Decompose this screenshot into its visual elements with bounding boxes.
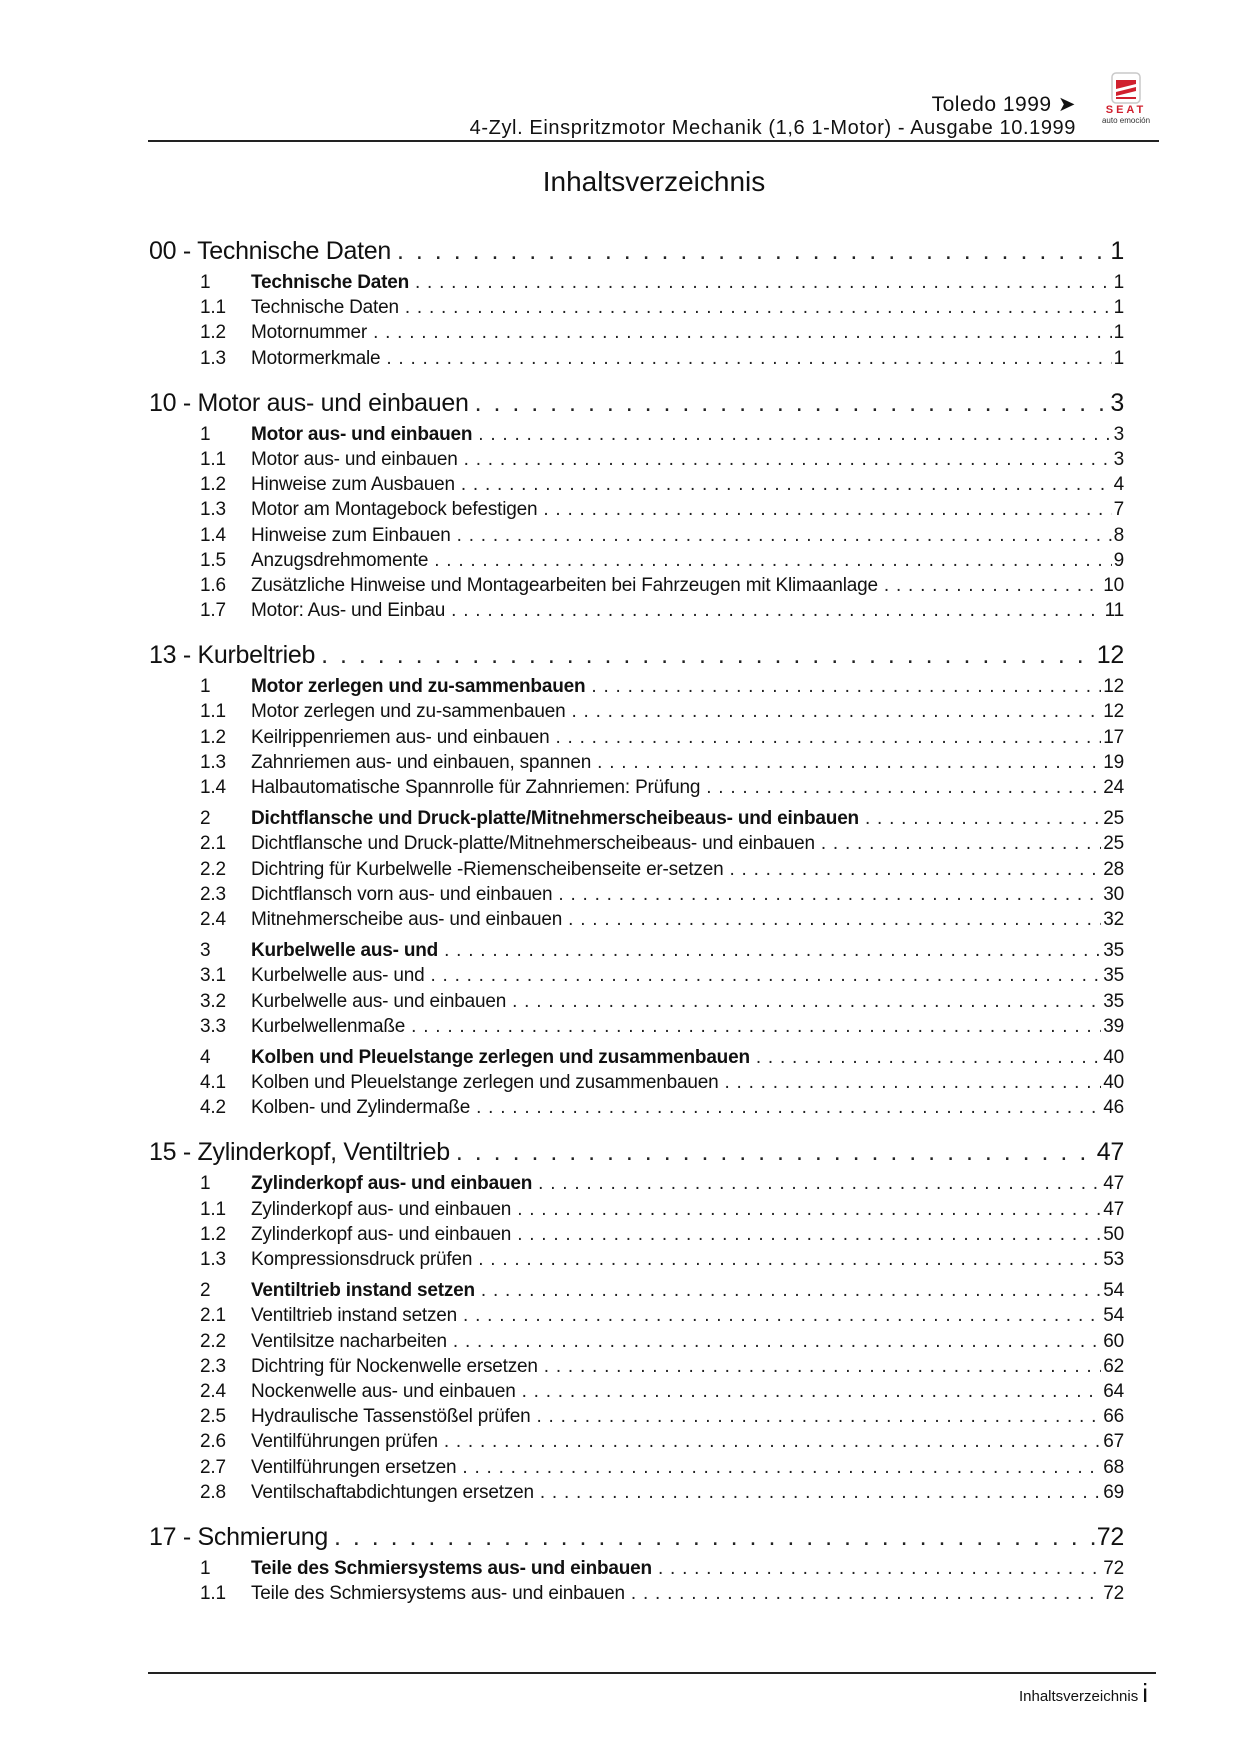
entry-page: 9	[1113, 549, 1124, 571]
entry-page: 47	[1103, 1173, 1124, 1195]
toc-entry[interactable]	[149, 497, 1124, 522]
toc-entry[interactable]	[149, 1222, 1124, 1247]
entry-title: Mitnehmerscheibe aus- und einbauen	[251, 908, 563, 930]
toc-entry[interactable]	[149, 1303, 1124, 1328]
toc-entry[interactable]	[149, 1197, 1124, 1222]
entry-page: 1	[1113, 297, 1124, 319]
entry-title: Motor: Aus- und Einbau	[251, 600, 446, 622]
dot-leader	[631, 1581, 1101, 1606]
toc-entry[interactable]	[149, 750, 1124, 775]
entry-title: Hydraulische Tassenstößel prüfen	[251, 1406, 531, 1428]
entry-title: Halbautomatische Spannrolle für Zahnriemen: Prüfung	[251, 777, 701, 798]
toc-section[interactable]	[149, 938, 1124, 963]
entry-number: 3.2	[200, 990, 226, 1012]
dot-leader	[478, 1247, 1101, 1272]
toc-entry[interactable]	[149, 447, 1124, 472]
entry-page: 12	[1103, 676, 1124, 698]
entry-number: 1	[200, 423, 211, 445]
dot-leader	[481, 1278, 1101, 1303]
dot-leader	[457, 523, 1112, 548]
dot-leader	[658, 1556, 1101, 1581]
footer-section: Inhaltsverzeichnis	[1018, 1688, 1139, 1705]
header-rule	[148, 140, 1159, 142]
entry-page: 11	[1104, 600, 1124, 622]
entry-number: 1.2	[200, 474, 226, 496]
entry-page: 1	[1113, 347, 1124, 369]
entry-page: 39	[1103, 1015, 1124, 1037]
dot-leader	[476, 1095, 1101, 1120]
dot-leader	[756, 1045, 1101, 1070]
entry-number: 1.2	[200, 726, 226, 748]
entry-page: 7	[1113, 499, 1124, 521]
entry-page: 4	[1113, 474, 1124, 496]
header-subtitle: 4-Zyl. Einspritzmotor Mechanik (1,6 1-Motor) - Ausgabe 10.1999	[469, 117, 1076, 139]
entry-title: Ventiltrieb instand setzen	[251, 1280, 475, 1302]
dot-leader	[386, 346, 1111, 371]
dot-leader	[405, 295, 1112, 320]
dot-leader	[321, 640, 1095, 670]
entry-page: 53	[1103, 1249, 1124, 1270]
entry-title: 10 - Motor aus- und einbauen	[149, 388, 469, 417]
entry-number: 1	[200, 1557, 211, 1579]
entry-number: 4.2	[200, 1097, 226, 1119]
toc-entry[interactable]	[149, 1581, 1124, 1606]
entry-page: 67	[1103, 1431, 1124, 1453]
entry-title: Kolben- und Zylindermaße	[251, 1097, 471, 1119]
dot-leader	[461, 472, 1112, 497]
toc-entry[interactable]	[149, 1404, 1124, 1429]
toc-chapter[interactable]	[149, 640, 1124, 670]
entry-number: 1.1	[200, 1198, 226, 1220]
dot-leader	[517, 1222, 1101, 1247]
entry-page: 40	[1103, 1072, 1124, 1094]
entry-number: 1.1	[200, 448, 226, 470]
toc-entry[interactable]	[149, 831, 1124, 856]
entry-page: 40	[1103, 1046, 1124, 1068]
toc-entry[interactable]	[149, 1014, 1124, 1039]
dot-leader	[478, 422, 1111, 447]
toc-entry[interactable]	[149, 857, 1124, 882]
entry-title: Technische Daten	[251, 272, 409, 293]
entry-page: 69	[1103, 1481, 1124, 1503]
entry-title: Dichtring für Nockenwelle ersetzen	[251, 1355, 538, 1377]
dot-leader	[456, 1137, 1095, 1167]
entry-number: 3.3	[200, 1015, 226, 1037]
entry-page: 1	[1113, 322, 1124, 344]
entry-page: 68	[1103, 1456, 1124, 1478]
entry-number: 4.1	[200, 1072, 226, 1094]
toc-section[interactable]	[149, 806, 1124, 831]
dot-leader	[411, 1014, 1101, 1039]
toc-entry[interactable]	[149, 963, 1124, 988]
entry-page: 3	[1113, 423, 1124, 445]
toc-entry[interactable]	[149, 907, 1124, 932]
entry-title: Dichtring für Kurbelwelle -Riemenscheibenseite er-setzen	[251, 858, 724, 880]
entry-page: 1	[1113, 272, 1124, 293]
toc-entry[interactable]	[149, 1354, 1124, 1379]
dot-leader	[512, 989, 1101, 1014]
entry-number: 1.2	[200, 1223, 226, 1245]
entry-number: 1.3	[200, 499, 226, 521]
toc-entry[interactable]	[149, 548, 1124, 573]
entry-number: 2.3	[200, 1355, 226, 1377]
toc-section[interactable]	[149, 422, 1124, 447]
entry-number: 3.1	[200, 965, 226, 987]
entry-title: Zylinderkopf aus- und einbauen	[251, 1173, 533, 1195]
dot-leader	[568, 907, 1101, 932]
toc-entry[interactable]	[149, 775, 1124, 800]
entry-title: Ventilführungen prüfen	[251, 1431, 438, 1453]
entry-page: 46	[1103, 1097, 1124, 1119]
entry-page: 35	[1103, 990, 1124, 1012]
entry-title: Kolben und Pleuelstange zerlegen und zusammenbauen	[251, 1072, 719, 1094]
dot-leader	[597, 750, 1101, 775]
entry-number: 1.1	[200, 297, 226, 319]
dot-leader	[724, 1070, 1101, 1095]
toc-section[interactable]	[149, 270, 1124, 295]
dot-leader	[865, 806, 1101, 831]
entry-page: 60	[1103, 1330, 1124, 1352]
entry-page: 8	[1113, 524, 1124, 546]
entry-page: 54	[1103, 1305, 1124, 1327]
dot-leader	[543, 497, 1111, 522]
entry-page: 72	[1096, 1522, 1124, 1551]
toc-section[interactable]	[149, 1278, 1124, 1303]
entry-title: Kurbelwellenmaße	[251, 1015, 406, 1037]
dot-leader	[397, 236, 1108, 266]
entry-number: 1	[200, 272, 211, 293]
entry-number: 1	[200, 1173, 211, 1195]
entry-number: 2.2	[200, 1330, 226, 1352]
dot-leader	[430, 963, 1101, 988]
entry-number: 2.3	[200, 883, 226, 905]
entry-number: 2	[200, 1280, 211, 1302]
entry-page: 47	[1103, 1198, 1124, 1220]
entry-page: 35	[1103, 940, 1124, 962]
entry-title: Zahnriemen aus- und einbauen, spannen	[251, 751, 592, 773]
toc-entry[interactable]	[149, 882, 1124, 907]
toc-chapter[interactable]	[149, 236, 1124, 266]
page-footer	[1018, 1678, 1148, 1708]
entry-number: 1.3	[200, 347, 226, 369]
entry-page: 47	[1096, 1138, 1124, 1167]
toc-entry[interactable]	[149, 1070, 1124, 1095]
dot-leader	[884, 573, 1101, 598]
toc-entry[interactable]	[149, 1329, 1124, 1354]
toc-entry[interactable]	[149, 989, 1124, 1014]
dot-leader	[451, 598, 1103, 623]
entry-number: 1.7	[200, 600, 226, 622]
page-title: Inhaltsverzeichnis	[542, 166, 766, 197]
entry-title: Kurbelwelle aus- und	[251, 965, 425, 987]
entry-title: Motormerkmale	[251, 347, 381, 369]
entry-number: 2.1	[200, 833, 226, 855]
toc-entry[interactable]	[149, 725, 1124, 750]
entry-number: 2.4	[200, 1380, 226, 1402]
entry-page: 72	[1103, 1583, 1124, 1605]
dot-leader	[544, 1354, 1101, 1379]
toc-entry[interactable]	[149, 1455, 1124, 1480]
toc-entry[interactable]	[149, 523, 1124, 548]
entry-number: 3	[200, 940, 211, 962]
entry-page: 64	[1103, 1380, 1124, 1402]
entry-title: Keilrippenriemen aus- und einbauen	[251, 726, 550, 748]
entry-page: 28	[1103, 858, 1124, 880]
entry-page: 25	[1103, 808, 1124, 830]
toc-entry[interactable]	[149, 598, 1124, 623]
entry-title: Hinweise zum Ausbauen	[251, 474, 455, 496]
entry-title: Ventilsitze nacharbeiten	[251, 1330, 447, 1352]
dot-leader	[522, 1379, 1102, 1404]
entry-title: Zusätzliche Hinweise und Montagearbeiten bei Fahrzeugen mit Klimaanlage	[251, 574, 878, 596]
entry-page: 19	[1103, 751, 1124, 773]
dot-leader	[821, 831, 1101, 856]
toc-chapter[interactable]	[149, 1137, 1124, 1167]
entry-title: Motornummer	[251, 322, 368, 344]
entry-number: 1.3	[200, 751, 226, 773]
dot-leader	[555, 725, 1101, 750]
entry-number: 2.2	[200, 858, 226, 880]
entry-title: Dichtflansche und Druck-platte/Mitnehmerscheibeaus- und einbauen	[251, 808, 859, 830]
entry-page: 12	[1096, 641, 1124, 670]
toc-section[interactable]	[149, 674, 1124, 699]
toc-entry[interactable]	[149, 573, 1124, 598]
entry-page: 24	[1103, 777, 1124, 798]
toc-entry[interactable]	[149, 472, 1124, 497]
entry-title: 13 - Kurbeltrieb	[149, 641, 316, 670]
entry-title: Motor zerlegen und zu-sammenbauen	[251, 676, 586, 698]
entry-title: Hinweise zum Einbauen	[251, 524, 451, 546]
dot-leader	[475, 388, 1109, 418]
dot-leader	[453, 1329, 1101, 1354]
entry-number: 1.1	[200, 1583, 226, 1605]
entry-title: 00 - Technische Daten	[149, 237, 392, 265]
entry-title: Kolben und Pleuelstange zerlegen und zusammenbauen	[251, 1046, 750, 1068]
toc-entry[interactable]	[149, 1379, 1124, 1404]
entry-number: 2.7	[200, 1456, 226, 1478]
dot-leader	[729, 857, 1101, 882]
toc-section[interactable]	[149, 1171, 1124, 1196]
dot-leader	[444, 1429, 1101, 1454]
entry-number: 1.6	[200, 574, 226, 596]
entry-page: 72	[1103, 1557, 1124, 1579]
dot-leader	[517, 1197, 1101, 1222]
entry-title: Motor aus- und einbauen	[251, 423, 473, 445]
entry-page: 62	[1103, 1355, 1124, 1377]
footer-rule	[148, 1672, 1156, 1674]
dot-leader	[464, 447, 1112, 472]
toc-chapter[interactable]	[149, 1522, 1124, 1552]
dot-leader	[415, 270, 1112, 295]
entry-page: 25	[1103, 833, 1124, 855]
entry-title: Ventiltrieb instand setzen	[251, 1305, 458, 1327]
entry-number: 2.1	[200, 1305, 226, 1327]
entry-title: Motor aus- und einbauen	[251, 448, 458, 470]
dot-leader	[571, 699, 1101, 724]
header-model: Toledo 1999 ➤	[931, 93, 1076, 116]
entry-page: 3	[1110, 388, 1124, 417]
dot-leader	[706, 775, 1101, 800]
toc-entry[interactable]	[149, 346, 1124, 371]
entry-number: 2.6	[200, 1431, 226, 1453]
entry-number: 2.4	[200, 908, 226, 930]
entry-title: Zylinderkopf aus- und einbauen	[251, 1198, 512, 1220]
toc-entry[interactable]	[149, 320, 1124, 345]
table-of-contents	[149, 236, 1124, 1606]
entry-title: Ventilführungen ersetzen	[251, 1456, 457, 1478]
entry-title: Dichtflansche und Druck-platte/Mitnehmerscheibeaus- und einbauen	[251, 833, 815, 855]
entry-number: 1.4	[200, 777, 226, 798]
dot-leader	[538, 1171, 1101, 1196]
entry-page: 12	[1103, 701, 1124, 723]
toc-section[interactable]	[149, 1045, 1124, 1070]
dot-leader	[334, 1522, 1095, 1552]
entry-title: Nockenwelle aus- und einbauen	[251, 1380, 516, 1402]
toc-entry[interactable]	[149, 295, 1124, 320]
entry-title: Ventilschaftabdichtungen ersetzen	[251, 1481, 534, 1503]
toc-entry[interactable]	[149, 1095, 1124, 1120]
logo-brand: SEAT	[1105, 104, 1147, 116]
seat-emblem-icon	[1110, 72, 1142, 104]
entry-number: 1.3	[200, 1249, 226, 1270]
entry-title: 15 - Zylinderkopf, Ventiltrieb	[149, 1138, 450, 1167]
logo-tagline: auto emoción	[1101, 116, 1151, 125]
dot-leader	[462, 1455, 1101, 1480]
entry-title: Kurbelwelle aus- und einbauen	[251, 990, 507, 1012]
entry-title: Teile des Schmiersystems aus- und einbauen	[251, 1557, 652, 1579]
entry-title: Teile des Schmiersystems aus- und einbauen	[251, 1583, 625, 1605]
entry-number: 2	[200, 808, 211, 830]
seat-logo	[1090, 72, 1162, 126]
toc-chapter[interactable]	[149, 388, 1124, 418]
entry-title: Motor zerlegen und zu-sammenbauen	[251, 701, 566, 723]
entry-page: 50	[1103, 1223, 1124, 1245]
entry-number: 1	[200, 676, 211, 698]
entry-title: Technische Daten	[251, 297, 399, 319]
footer-page-number: i	[1142, 1678, 1148, 1708]
entry-page: 30	[1103, 883, 1124, 905]
dot-leader	[591, 674, 1101, 699]
dot-leader	[373, 320, 1112, 345]
entry-number: 1.1	[200, 701, 226, 723]
entry-page: 32	[1103, 908, 1124, 930]
toc-entry[interactable]	[149, 1429, 1124, 1454]
entry-page: 17	[1103, 726, 1124, 748]
entry-title: Dichtflansch vorn aus- und einbauen	[251, 883, 553, 905]
entry-page: 66	[1103, 1406, 1124, 1428]
entry-number: 1.2	[200, 322, 226, 344]
entry-number: 1.4	[200, 524, 226, 546]
entry-page: 3	[1113, 448, 1124, 470]
entry-title: Anzugsdrehmomente	[251, 549, 429, 571]
dot-leader	[558, 882, 1101, 907]
dot-leader	[444, 938, 1101, 963]
dot-leader	[434, 548, 1111, 573]
entry-title: Kurbelwelle aus- und	[251, 940, 439, 962]
entry-page: 54	[1103, 1280, 1124, 1302]
entry-number: 2.5	[200, 1406, 226, 1428]
toc-section[interactable]	[149, 1556, 1124, 1581]
entry-number: 4	[200, 1046, 211, 1068]
toc-entry[interactable]	[149, 1480, 1124, 1505]
entry-page: 1	[1110, 237, 1124, 265]
dot-leader	[463, 1303, 1101, 1328]
entry-title: 17 - Schmierung	[149, 1522, 328, 1551]
entry-title: Zylinderkopf aus- und einbauen	[251, 1223, 512, 1245]
entry-number: 1.5	[200, 549, 226, 571]
toc-entry[interactable]	[149, 699, 1124, 724]
entry-number: 2.8	[200, 1481, 226, 1503]
entry-title: Motor am Montagebock befestigen	[251, 499, 538, 521]
entry-title: Kompressionsdruck prüfen	[251, 1249, 473, 1270]
entry-page: 10	[1103, 574, 1124, 596]
entry-page: 35	[1103, 965, 1124, 987]
dot-leader	[540, 1480, 1101, 1505]
toc-entry[interactable]	[149, 1247, 1124, 1272]
dot-leader	[536, 1404, 1101, 1429]
